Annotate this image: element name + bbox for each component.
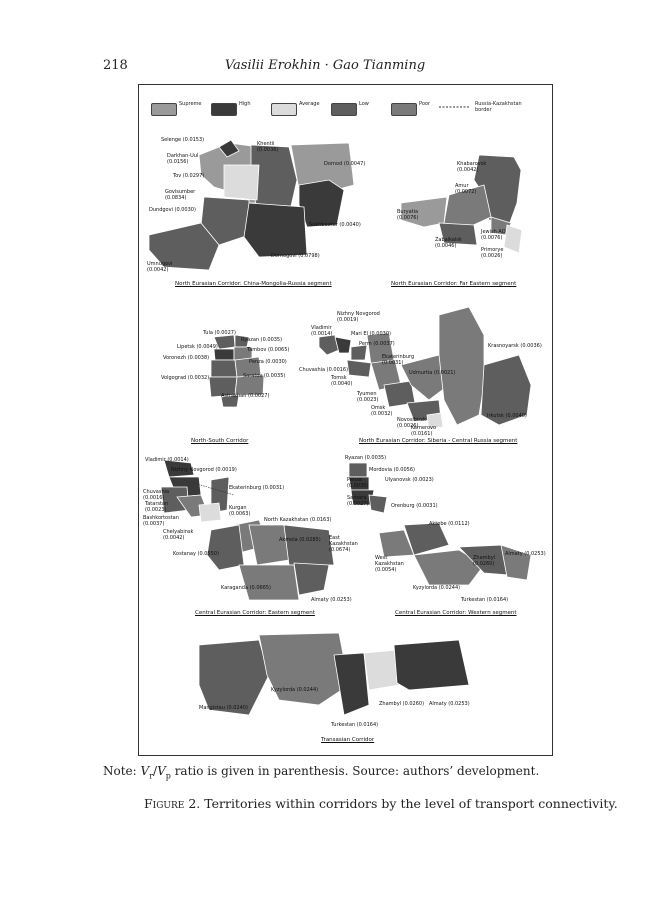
map-label: Primorye (0.0026): [481, 247, 504, 259]
legend-swatch-low: [331, 103, 357, 116]
legend-swatch-supreme: [151, 103, 177, 116]
map-label: Almaty (0.0253): [429, 701, 470, 707]
map-label: Ryazan (0.0035): [241, 337, 283, 343]
panel-caption: Central Eurasian Corridor: Western segment: [395, 610, 517, 616]
running-head: Vasilii Erokhin · Gao Tianming: [224, 58, 426, 73]
map-label: Novosibirsk (0.0026): [397, 417, 426, 429]
map-label: North Kazakhstan (0.0163): [264, 517, 332, 523]
note-vp: V: [157, 764, 166, 778]
map-label: Kemerovo (0.0161): [411, 425, 437, 437]
map-label: Tambov (0.0065): [247, 347, 290, 353]
map-label: Turkestan (0.0164): [461, 597, 509, 603]
map-label: Ekaterinburg (0.0031): [382, 354, 415, 366]
legend-border-label: Russia-Kazakhstan border: [475, 101, 522, 113]
map-label: Bashkortostan (0.0037): [143, 515, 179, 527]
legend-swatch-poor: [391, 103, 417, 116]
map-label: Govisumber (0.0834): [165, 189, 196, 201]
map-label: Omsk (0.0032): [371, 405, 393, 417]
map-label: Vladimir (0.0014): [145, 457, 189, 463]
map-label: Tomsk (0.0040): [331, 375, 353, 387]
map-label: East Kazakhstan (0.0674): [329, 535, 358, 553]
map-label: Zhambyl (0.0260): [379, 701, 425, 707]
map-label: Darkhan-Uul (0.0156): [167, 153, 199, 165]
map-label: Tov (0.0297): [173, 173, 205, 179]
figure-panel: [138, 84, 553, 756]
map-label: Dornogovi (0.0798): [271, 253, 320, 259]
map-label: Vladimir (0.0014): [311, 325, 333, 337]
map-label: Akmola (0.0285): [279, 537, 321, 543]
map-label: Almaty (0.0253): [311, 597, 352, 603]
map-label: Orenburg (0.0031): [391, 503, 438, 509]
map-label: Mordovia (0.0056): [369, 467, 415, 473]
note-vr: V: [140, 764, 150, 778]
legend-label-high: High: [239, 101, 251, 107]
figure-caption-text: Territories within corridors by the level of transport connectivity.: [200, 796, 618, 811]
map-label: Karaganda (0.0665): [221, 585, 272, 591]
map-label: Penza (0.0030): [347, 477, 369, 489]
figure-label: Figure 2.: [144, 796, 201, 811]
map-label: Dundgovi (0.0030): [149, 207, 196, 213]
map-label: Kyzylorda (0.0244): [413, 585, 461, 591]
map-label: Aktobe (0.0112): [429, 521, 470, 527]
map-label: Selenge (0.0153): [161, 137, 205, 143]
figure-caption: [144, 796, 618, 811]
page-number: 218: [103, 58, 128, 73]
legend-label-supreme: Supreme: [179, 101, 202, 107]
map-label: Turkestan (0.0164): [331, 722, 379, 728]
figure-note: Note: $V_r/V_p$ ratio is given in parenthesis. Source: authors’ development.: [103, 764, 540, 781]
map-label: Lipetsk (0.0049): [177, 344, 218, 350]
map-label: Khabarovsk (0.0042): [457, 161, 487, 173]
panel-caption: Central Eurasian Corridor: Eastern segment: [195, 610, 315, 616]
map-label: Buryatia (0.0076): [397, 209, 419, 221]
map-label: Nizhny Novgorod (0.0019): [337, 311, 380, 323]
map-label: Saratov (0.0035): [243, 373, 286, 379]
legend-label-average: Average: [299, 101, 320, 107]
map-label: Sukhbaatar (0.0040): [309, 222, 361, 228]
map-label: Zhambyl (0.0260): [473, 555, 496, 567]
corridor-maps: [139, 85, 552, 755]
map-label: Kostanay (0.0550): [173, 551, 219, 557]
map-label: Mari El (0.0030): [351, 331, 391, 337]
note-prefix: Note:: [103, 764, 137, 778]
map-label: Zabaikalsk (0.0046): [435, 237, 462, 249]
map-label: Astrakhan (0.0027): [221, 393, 270, 399]
legend-swatch-average: [271, 103, 297, 116]
map-label: Tatarstan (0.0023): [145, 501, 169, 513]
map-label: Ryazan (0.0035): [345, 455, 387, 461]
map-label: Chuvashia (0.0016): [143, 489, 170, 501]
map-label: Umnugovi (0.0042): [147, 261, 173, 273]
map-label: Samara (0.0027): [347, 495, 369, 507]
map-label: Nizhny Novgorod (0.0019): [171, 467, 237, 473]
map-label: Chuvashia (0.0016): [299, 367, 349, 373]
map-label: Khentii (0.0036): [257, 141, 279, 153]
map-label: Mangistau (0.0240): [199, 705, 248, 711]
legend-swatch-high: [211, 103, 237, 116]
map-label: Kurgan (0.0063): [229, 505, 251, 517]
note-sub-p: p: [165, 771, 171, 781]
map-label: Chelyabinsk (0.0042): [163, 529, 194, 541]
map-scr: [319, 307, 531, 429]
map-label: Tyumen (0.0023): [357, 391, 379, 403]
map-label: Ulyanovsk (0.0023): [385, 477, 434, 483]
note-sub-r: r: [149, 771, 154, 781]
panel-caption: North-South Corridor: [191, 438, 249, 444]
map-label: Jewish AO (0.0076): [481, 229, 506, 241]
map-label: Tula (0.0027): [203, 330, 236, 336]
panel-caption: Transasian Corridor: [321, 737, 375, 743]
map-label: Amur (0.0072): [455, 183, 477, 195]
map-label: Voronezh (0.0038): [163, 355, 210, 361]
map-label: Penza (0.0030): [249, 359, 287, 365]
note-text: ratio is given in parenthesis. Source: authors’ development.: [170, 764, 540, 778]
map-label: Dornod (0.0047): [324, 161, 366, 167]
legend-label-low: Low: [359, 101, 369, 107]
map-label: Volgograd (0.0032): [161, 375, 210, 381]
map-label: Kyzylorda (0.0244): [271, 687, 319, 693]
map-label: West Kazakhstan (0.0054): [375, 555, 404, 573]
map-label: Udmurtia (0.0021): [409, 370, 456, 376]
map-label: Perm (0.0037): [359, 341, 395, 347]
legend-label-poor: Poor: [419, 101, 431, 107]
map-label: Irkutsk (0.0040): [487, 413, 527, 419]
panel-caption: North Eurasian Corridor: Siberia - Central Russia segment: [359, 438, 518, 444]
map-label: Almaty (0.0253): [505, 551, 546, 557]
map-label: Ekaterinburg (0.0031): [229, 485, 285, 491]
map-label: Krasnoyarsk (0.0036): [488, 343, 542, 349]
panel-caption: North Eurasian Corridor: Far Eastern segment: [391, 281, 517, 287]
panel-caption: North Eurasian Corridor: China-Mongolia-Russia segment: [175, 281, 332, 287]
